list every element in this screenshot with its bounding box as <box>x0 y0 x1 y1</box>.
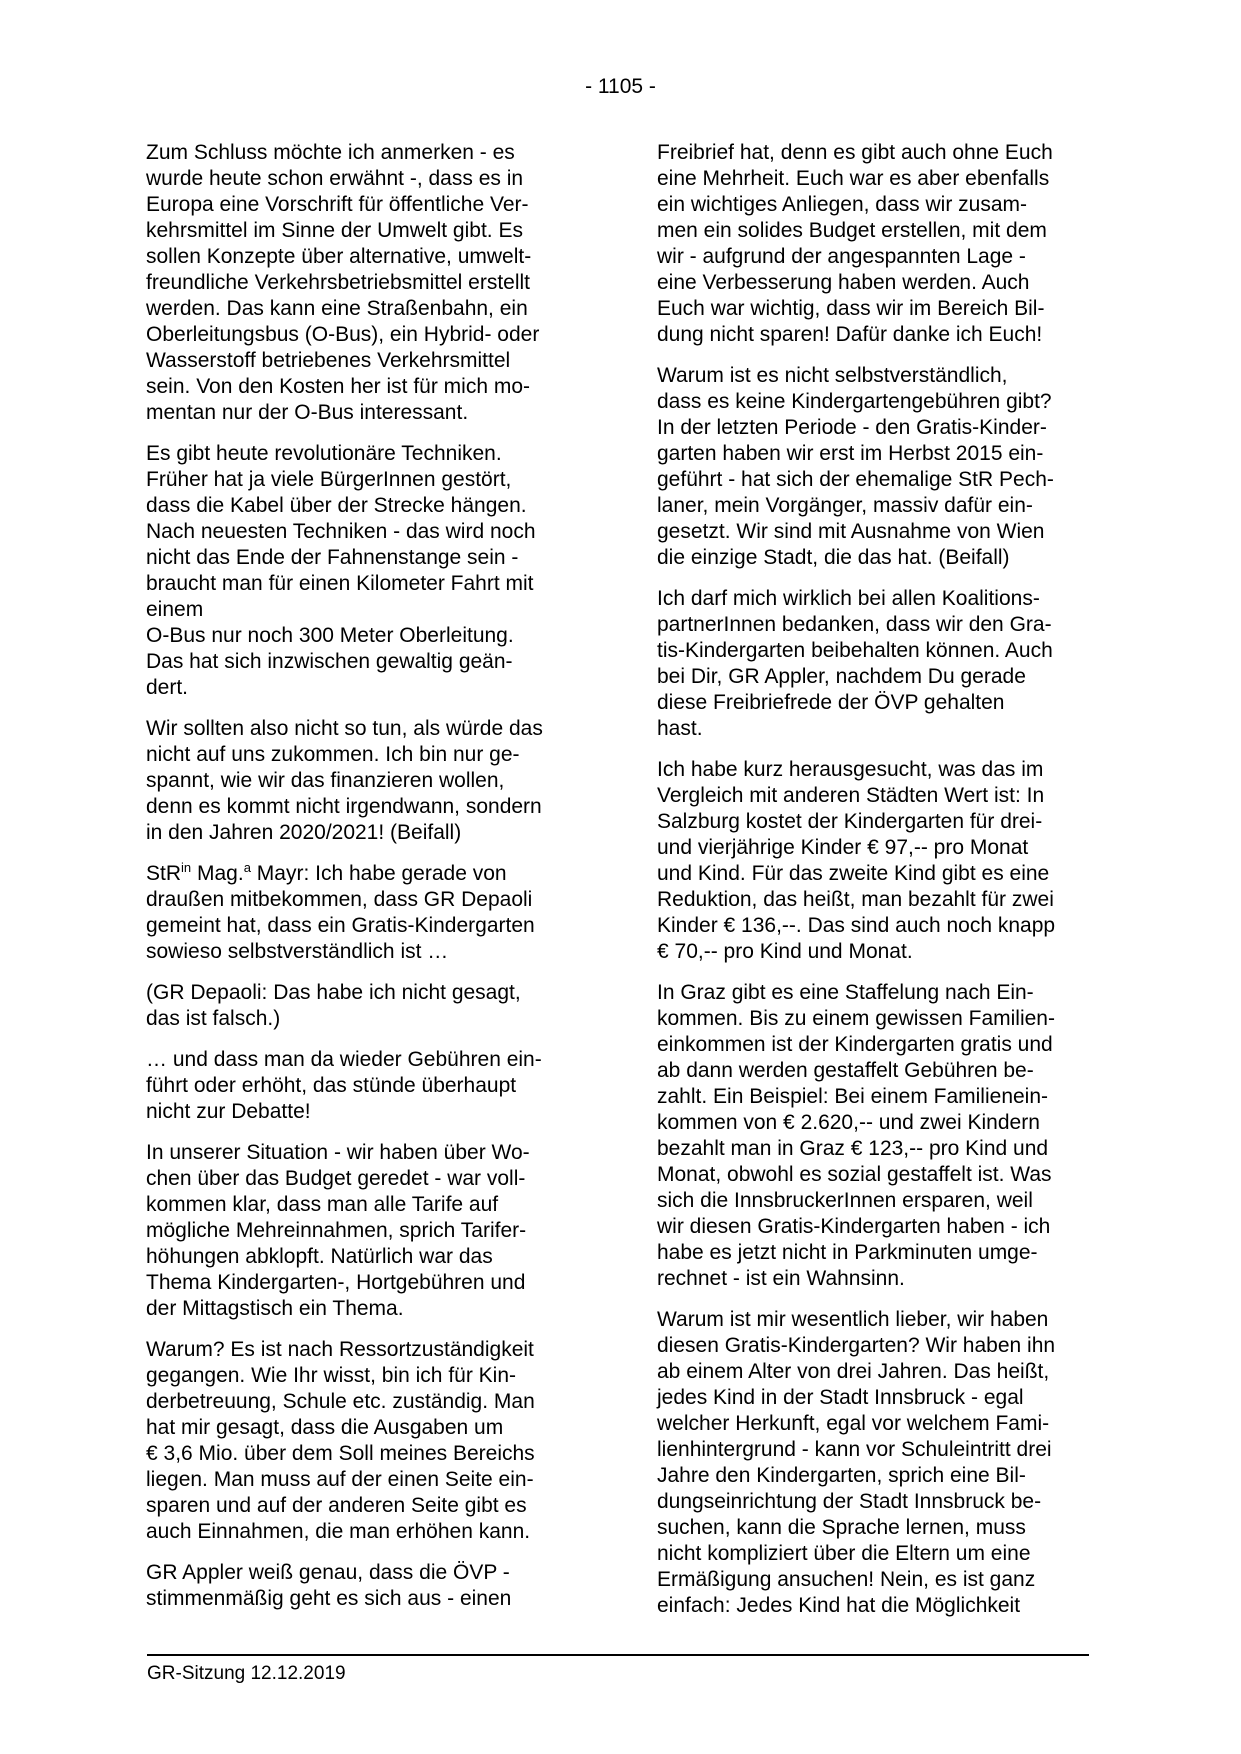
column-right <box>657 140 1085 1619</box>
footer-session-label: GR-Sitzung 12.12.2019 <box>147 1663 346 1684</box>
paragraph: In unserer Situation - wir haben über Wo- chen über das Budget geredet - war voll- kommen klar, dass man alle Tarife auf mögliche Mehreinnahmen, sprich Tarifer- höhungen abklopft. Natürlich war das Thema Kindergarten-, Hortgebühren und der Mittagstisch ein Thema. <box>146 1141 530 1320</box>
paragraph: … und dass man da wieder Gebühren ein- führt oder erhöht, das stünde überhaupt nicht zur Debatte! <box>146 1048 542 1123</box>
paragraph: (GR Depaoli: Das habe ich nicht gesagt, das ist falsch.) <box>146 981 521 1030</box>
paragraph: Ich darf mich wirklich bei allen Koalitions- partnerInnen bedanken, dass wir den Gra- tis-Kindergarten beibehalten können. Auch bei Dir, GR Appler, nachdem Du gerade diese Freibriefrede der ÖVP gehalten hast. <box>657 587 1053 740</box>
paragraph: Freibrief hat, denn es gibt auch ohne Euch eine Mehrheit. Euch war es aber ebenfalls ein wichtiges Anliegen, dass wir zusam- men ein solides Budget erstellen, mit dem wir - aufgrund der angespannten Lage - eine Verbesserung haben werden. Auch Euch war wichtig, dass wir im Bereich Bil- dung nicht sparen! Dafür danke ich Euch! <box>657 141 1053 346</box>
paragraph: In Graz gibt es eine Staffelung nach Ein- kommen. Bis zu einem gewissen Familien- einkommen ist der Kindergarten gratis und ab dann werden gestaffelt Gebühren be- zahlt. Ein Beispiel: Bei einem Familienein- kommen von € 2.620,-- und zwei Kindern bezahlt man in Graz € 123,-- pro Kind und Monat, obwohl es sozial gestaffelt ist. Was sich die InnsbruckerInnen ersparen, weil wir diesen Gratis-Kindergarten haben - ich habe es jetzt nicht in Parkminuten umge- rechnet - ist ein Wahnsinn. <box>657 981 1055 1290</box>
paragraph: Zum Schluss möchte ich anmerken - es wurde heute schon erwähnt -, dass es in Europa eine Vorschrift für öffentliche Ver- kehrsmittel im Sinne der Umwelt gibt. Es sollen Konzepte über alternative, umwelt- freundliche Verkehrsbetriebsmittel erstellt werden. Das kann eine Straßenbahn, ein Oberleitungsbus (O-Bus), ein Hybrid- oder Wasserstoff betriebenes Verkehrsmittel sein. Von den Kosten her ist für mich mo- mentan nur der O-Bus interessant. <box>146 141 540 424</box>
paragraph: Ich habe kurz herausgesucht, was das im Vergleich mit anderen Städten Wert ist: In Salzburg kostet der Kindergarten für drei- und vierjährige Kinder € 97,-- pro Monat und Kind. Für das zweite Kind gibt es eine Reduktion, das heißt, man bezahlt für zwei Kinder € 136,--. Das sind auch noch knapp € 70,-- pro Kind und Monat. <box>657 758 1056 963</box>
text-columns <box>146 140 1085 1619</box>
paragraph: GR Appler weiß genau, dass die ÖVP - stimmenmäßig geht es sich aus - einen <box>146 1561 512 1610</box>
paragraph: Es gibt heute revolutionäre Techniken. Früher hat ja viele BürgerInnen gestört, dass die Kabel über der Strecke hängen. Nach neuesten Techniken - das wird noch nicht das Ende der Fahnenstange sein - braucht man für einen Kilometer Fahrt mit einem O-Bus nur noch 300 Meter Oberleitung. Das hat sich inzwischen gewaltig geän- dert. <box>146 442 536 699</box>
paragraph: Wir sollten also nicht so tun, als würde das nicht auf uns zukommen. Ich bin nur ge- spannt, wie wir das finanzieren wollen, denn es kommt nicht irgendwann, sondern in den Jahren 2020/2021! (Beifall) <box>146 717 543 844</box>
paragraph: Warum ist mir wesentlich lieber, wir haben diesen Gratis-Kindergarten? Wir haben ihn ab einem Alter von drei Jahren. Das heißt, jedes Kind in der Stadt Innsbruck - egal welcher Herkunft, egal vor welchem Fami- lienhintergrund - kann vor Schuleintritt drei Jahre den Kindergarten, sprich eine Bil- dungseinrichtung der Stadt Innsbruck be- suchen, kann die Sprache lernen, muss nicht kompliziert über die Eltern um eine Ermäßigung ansuchen! Nein, es ist ganz einfach: Jedes Kind hat die Möglichkeit <box>657 1308 1056 1617</box>
column-left <box>146 140 583 1619</box>
paragraph: Warum ist es nicht selbstverständlich, dass es keine Kindergartengebühren gibt? In der letzten Periode - den Gratis-Kinder- garten haben wir erst im Herbst 2015 ein- geführt - hat sich der ehemalige StR Pech- laner, mein Vorgänger, massiv dafür ein- gesetzt. Wir sind mit Ausnahme von Wien die einzige Stadt, die das hat. (Beifall) <box>657 364 1054 569</box>
paragraph: Warum? Es ist nach Ressortzuständigkeit gegangen. Wie Ihr wisst, bin ich für Kin- derbetreuung, Schule etc. zuständig. Man hat mir gesagt, dass die Ausgaben um € 3,6 Mio. über dem Soll meines Bereichs liegen. Man muss auf der einen Seite ein- sparen und auf der anderen Seite gibt es auch Einnahmen, die man erhöhen kann. <box>146 1338 535 1543</box>
footer-divider <box>147 1654 1089 1656</box>
paragraph: StR$^{in}$ Mag.$^a$ Mayr: Ich habe gerade von draußen mitbekommen, dass GR Depaoli gemeint hat, dass ein Gratis-Kindergarten sowieso selbstverständlich ist … <box>146 860 535 963</box>
page-number: - 1105 - <box>585 75 656 98</box>
